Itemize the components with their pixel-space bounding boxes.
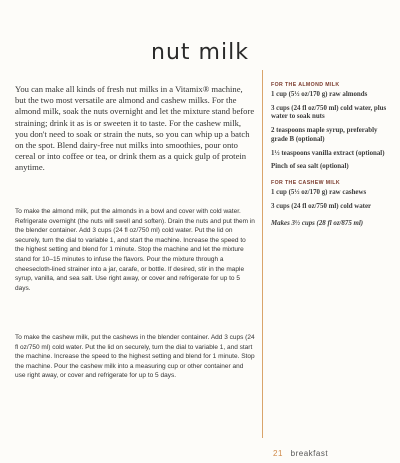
ingredient-item: 1 cup (5½ oz/170 g) raw almonds — [271, 91, 368, 98]
column-divider — [262, 70, 263, 438]
page-footer — [273, 449, 328, 458]
cashew-heading: FOR THE CASHEW MILK — [271, 180, 340, 187]
page-title: nut milk — [151, 40, 249, 65]
cashew-method-text: To make the cashew milk, put the cashews in the blender container. Add 3 cups (24 fl oz/750 ml) cold water. Put the lid on securely, turn the dial to variable 1, and start the machine. Increase the speed to the highest setting and blend for 1 minute. Stop the machine. Pour the cashew milk into a measuring cup or other container and use right away, or cover and refrigerate for up to 5 days. — [15, 334, 255, 380]
ingredient-item: 2 teaspoons maple syrup, preferably grade B (optional) — [271, 127, 378, 143]
page-number: 21 — [273, 449, 283, 458]
recipe-yield: Makes 3½ cups (28 fl oz/875 ml) — [271, 220, 364, 228]
ingredient-item: 3 cups (24 fl oz/750 ml) cold water — [271, 203, 372, 211]
almond-heading: FOR THE ALMOND MILK — [271, 82, 340, 88]
almond-method — [15, 207, 255, 293]
ingredient-item: 1 cup (5½ oz/170 g) raw cashews — [271, 189, 367, 197]
almond-method-text: To make the almond milk, put the almonds in a bowl and cover with cold water. Refrigerate overnight (the nuts will swell and soften). Drain the nuts and put them in the blender container. Add 3 cups (24 fl oz/750 ml) cold water. Put the lid on securely, turn the dial to variable 1, and start the machine. Increase the speed to the highest setting and blend for 1 minute. Stop the machine and let the mixture stand for 10–15 minutes to infuse the flavors. Pour the mixture through a cheesecloth-lined strainer into a jar, carafe, or bottle. If desired, stir in the maple syrup, vanilla, and sea salt. Use right away, or cover and refrigerate for up to 5 days. — [15, 208, 255, 292]
ingredient-item: 1½ teaspoons vanilla extract (optional) — [271, 149, 385, 157]
ingredient-item: Pinch of sea salt (optional) — [271, 163, 349, 171]
intro-paragraph: You can make all kinds of fresh nut milks in a Vitamix® machine, but the two most versatile are almond and cashew milks. For the almond milk, soak the nuts overnight and let the mixture stand before straining; drink it as is or sweeten it to taste. For the cashew milk, you don't need to soak or strain the nuts, so you can whip up a batch on the spot. Blend dairy-free nut milks into smoothies, pour onto cereal or into coffee or tea, or drink them as a quick gulp of protein anytime. — [15, 84, 255, 173]
section-name: breakfast — [290, 449, 329, 458]
ingredient-item: 3 cups (24 fl oz/750 ml) cold water, plus water to soak nuts — [271, 104, 387, 121]
cashew-method — [15, 333, 255, 381]
ingredients-sidebar — [271, 82, 391, 229]
